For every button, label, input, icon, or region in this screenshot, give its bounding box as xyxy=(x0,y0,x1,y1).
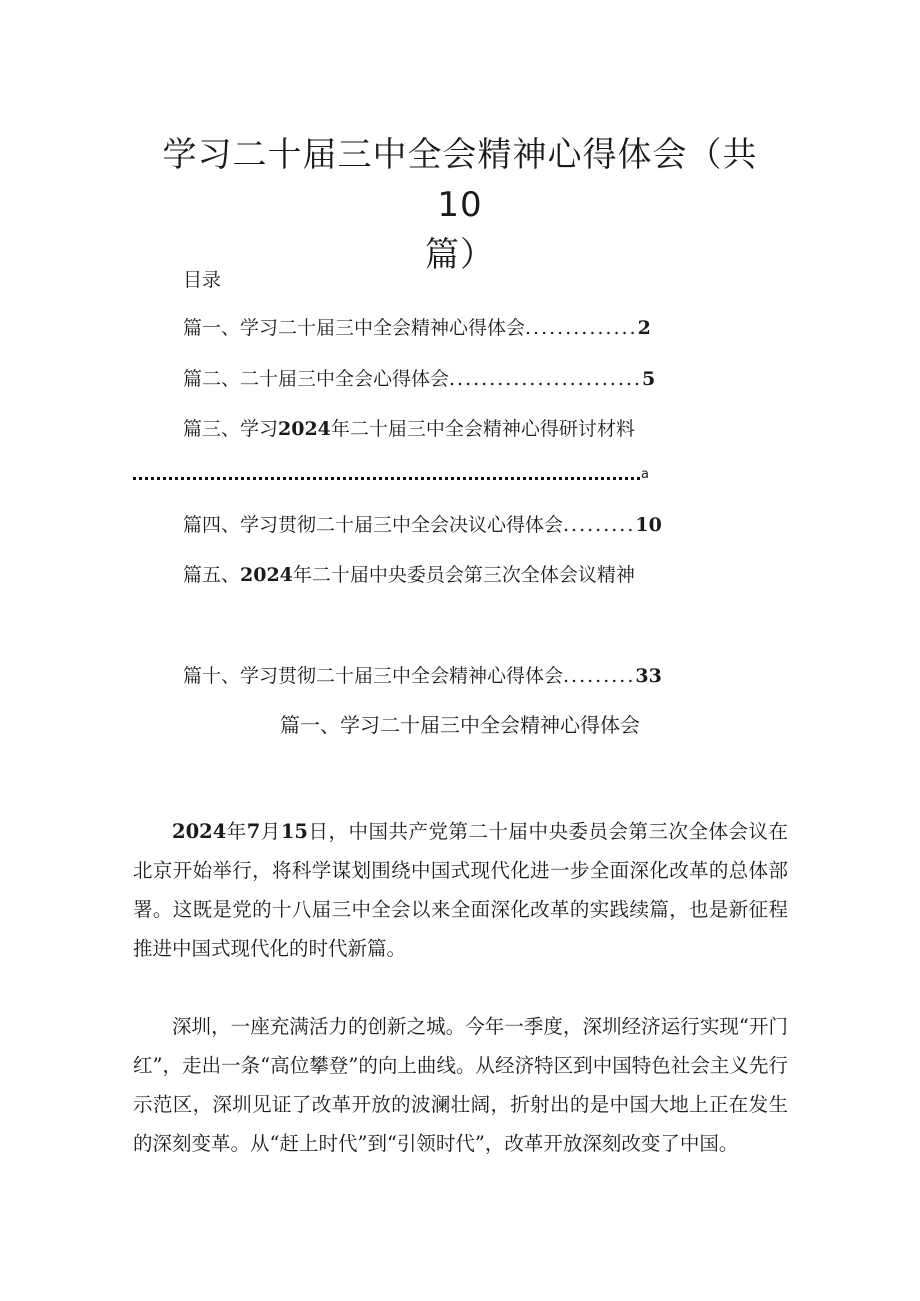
toc-entry-label: 篇一、学习二十届三中全会精神心得体会 xyxy=(183,317,526,339)
date-day: 15 xyxy=(280,820,308,843)
toc-entry-label-rest: 年二十届中央委员会第三次全体会议精神 xyxy=(292,564,635,586)
toc-page-number: 10 xyxy=(635,514,662,536)
toc-page-number: 2 xyxy=(637,317,651,339)
toc-entry-3[interactable] xyxy=(183,414,635,444)
toc-entry-label: 篇十、学习贯彻二十届三中全会精神心得体会 xyxy=(183,665,564,687)
toc-entry-10[interactable] xyxy=(183,661,662,691)
toc-leader-dots: ......... xyxy=(563,514,636,536)
document-title-line-2: 篇） xyxy=(425,235,495,275)
toc-entry-label-prefix: 篇五、 xyxy=(183,564,241,586)
toc-leader-dots: .............. xyxy=(525,317,638,339)
toc-page-mark: a xyxy=(641,467,649,482)
date-year: 2024 xyxy=(172,820,227,843)
toc-page-number: 5 xyxy=(641,368,656,390)
toc-leader-dots: ........................ xyxy=(449,368,642,390)
document-title xyxy=(140,130,780,280)
section-heading: 篇一、学习二十届三中全会精神心得体会 xyxy=(280,713,640,737)
toc-entry-4[interactable] xyxy=(183,510,662,540)
toc-entry-year: 2024 xyxy=(278,418,331,440)
toc-entry-1[interactable] xyxy=(183,313,651,343)
toc-entry-year: 2024 xyxy=(240,564,293,586)
toc-entry-label-prefix: 篇三、学习 xyxy=(183,418,279,440)
date-month: 7 xyxy=(246,820,261,843)
paragraph-1-text: 日，中国共产党第二十届中央委员会第三次全体会议在北京开始举行，将科学谋划围绕中国式现代化进一步全面深化改革的总体部署。这既是党的十八届三中全会以来全面深化改革的实践续篇，也是新征程推进中国式现代化的时代新篇。 xyxy=(133,820,788,960)
date-month-char: 月 xyxy=(260,820,281,843)
toc-page-number: 33 xyxy=(635,665,662,687)
document-title-line-1: 学习二十届三中全会精神心得体会（共10 xyxy=(162,135,758,225)
toc-entry-5[interactable] xyxy=(183,560,635,590)
toc-entry-label: 篇二、二十届三中全会心得体会 xyxy=(183,368,450,390)
toc-heading: 目录 xyxy=(183,269,222,291)
toc-leader-dots-line xyxy=(133,470,640,480)
toc-entry-2[interactable] xyxy=(183,364,655,394)
toc-leader-dots: ......... xyxy=(563,665,636,687)
date-year-char: 年 xyxy=(226,820,247,843)
toc-entry-label-rest: 年二十届三中全会精神心得研讨材料 xyxy=(330,418,635,440)
toc-entry-label: 篇四、学习贯彻二十届三中全会决议心得体会 xyxy=(183,514,564,536)
body-paragraph-1 xyxy=(133,812,788,968)
body-paragraph-2: 深圳，一座充满活力的创新之城。今年一季度，深圳经济运行实现“开门红”，走出一条“高位攀登”的向上曲线。从经济特区到中国特色社会主义先行示范区，深圳见证了改革开放的波澜壮阔，折射出的是中国大地上正在发生的深刻变革。从“赶上时代”到“引领时代”，改革开放深刻改变了中国。 xyxy=(133,1015,788,1155)
